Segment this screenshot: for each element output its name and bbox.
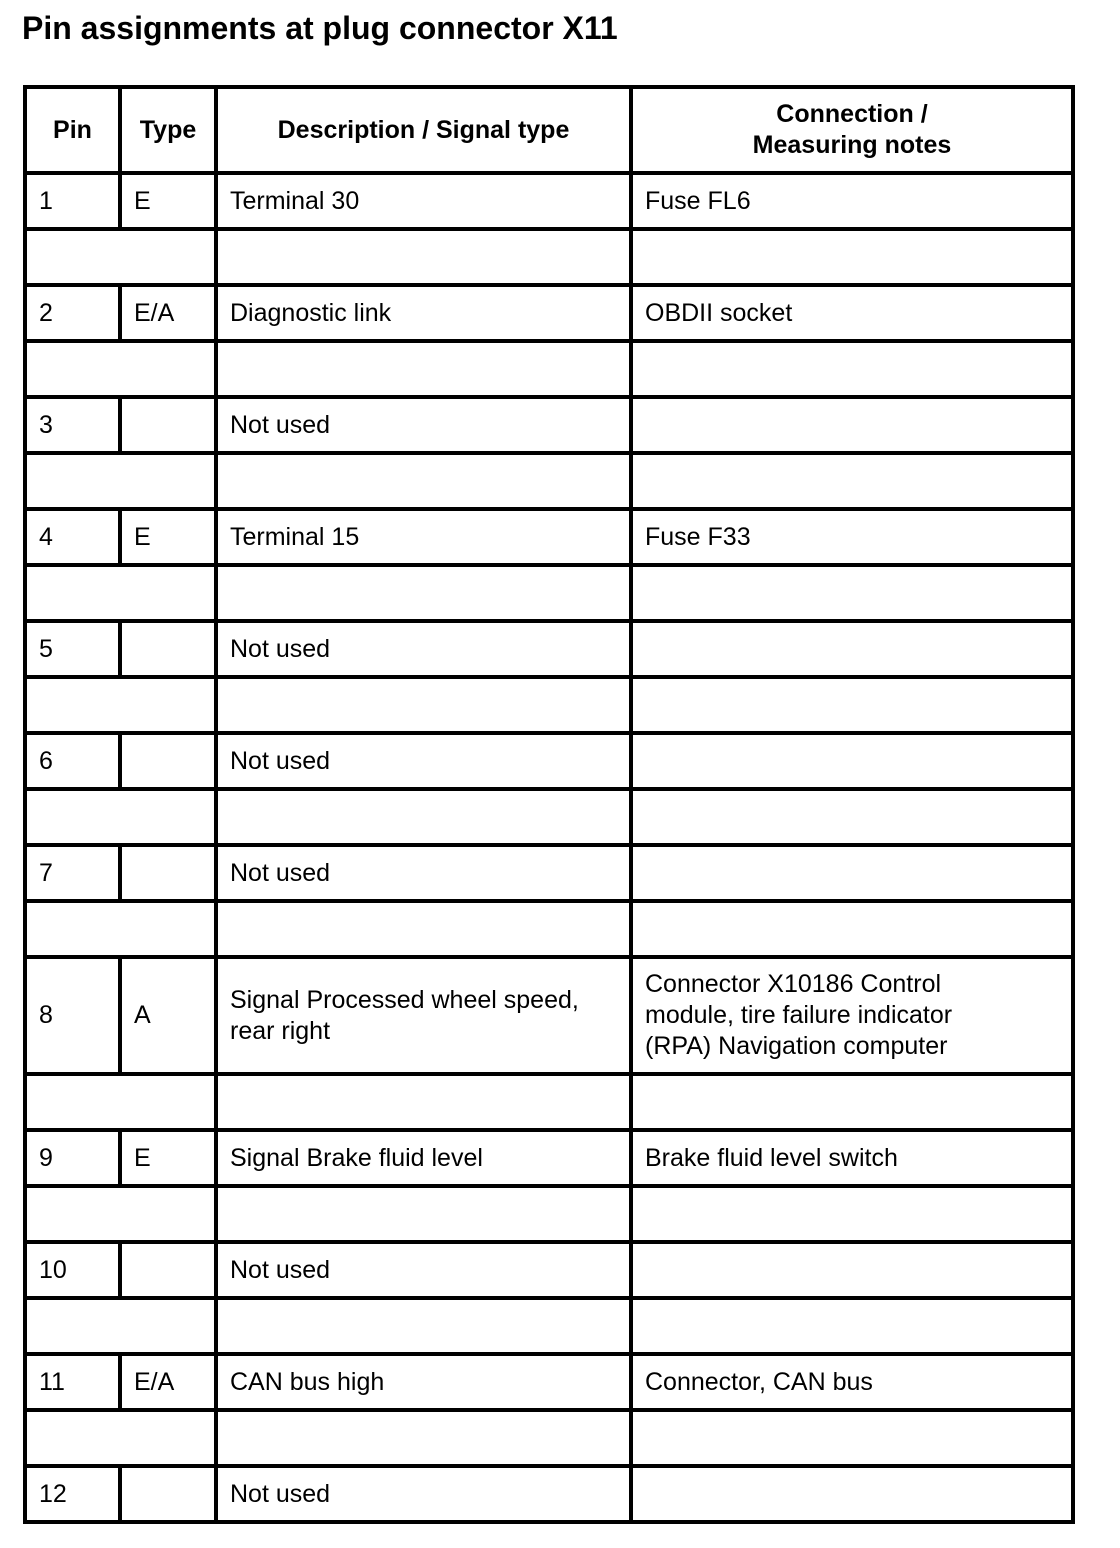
cell-connection: Connector X10186 Control module, tire failure indicator (RPA) Navigation computer xyxy=(631,957,1073,1074)
cell-pin: 8 xyxy=(25,957,120,1074)
cell-connection xyxy=(631,1242,1073,1298)
spacer-cell xyxy=(631,565,1073,621)
table-row xyxy=(25,1130,1073,1186)
table-row xyxy=(25,1466,1073,1522)
spacer-row xyxy=(25,789,1073,845)
spacer-cell xyxy=(25,1186,216,1242)
spacer-row xyxy=(25,901,1073,957)
cell-type xyxy=(120,733,216,789)
page-title: Pin assignments at plug connector X11 xyxy=(22,10,618,46)
table-row xyxy=(25,397,1073,453)
cell-description: Not used xyxy=(216,1466,631,1522)
spacer-cell xyxy=(25,453,216,509)
spacer-cell xyxy=(25,789,216,845)
cell-description: Not used xyxy=(216,845,631,901)
table-row xyxy=(25,285,1073,341)
spacer-cell xyxy=(216,901,631,957)
cell-pin: 11 xyxy=(25,1354,120,1410)
cell-type: E xyxy=(120,173,216,229)
spacer-cell xyxy=(216,677,631,733)
spacer-cell xyxy=(25,565,216,621)
spacer-cell xyxy=(216,789,631,845)
cell-connection xyxy=(631,733,1073,789)
column-header-pin: Pin xyxy=(25,87,120,173)
spacer-row xyxy=(25,1074,1073,1130)
spacer-cell xyxy=(631,901,1073,957)
cell-description: Signal Brake fluid level xyxy=(216,1130,631,1186)
cell-pin: 5 xyxy=(25,621,120,677)
cell-connection xyxy=(631,845,1073,901)
cell-pin: 3 xyxy=(25,397,120,453)
table-row xyxy=(25,1354,1073,1410)
cell-type xyxy=(120,1242,216,1298)
cell-description: Signal Processed wheel speed, rear right xyxy=(216,957,631,1074)
cell-description: Terminal 30 xyxy=(216,173,631,229)
spacer-cell xyxy=(631,1186,1073,1242)
cell-connection xyxy=(631,1466,1073,1522)
spacer-cell xyxy=(631,1298,1073,1354)
spacer-cell xyxy=(25,229,216,285)
cell-connection: Fuse F33 xyxy=(631,509,1073,565)
table-row xyxy=(25,509,1073,565)
spacer-cell xyxy=(25,341,216,397)
spacer-cell xyxy=(216,1074,631,1130)
spacer-cell xyxy=(631,677,1073,733)
cell-description: Diagnostic link xyxy=(216,285,631,341)
table-row xyxy=(25,845,1073,901)
pin-assignment-table xyxy=(23,85,1075,1524)
cell-connection xyxy=(631,397,1073,453)
cell-type xyxy=(120,621,216,677)
cell-pin: 2 xyxy=(25,285,120,341)
column-header-connection: Connection / Measuring notes xyxy=(631,87,1073,173)
cell-description: Not used xyxy=(216,1242,631,1298)
cell-pin: 12 xyxy=(25,1466,120,1522)
cell-description: Terminal 15 xyxy=(216,509,631,565)
spacer-cell xyxy=(631,229,1073,285)
spacer-row xyxy=(25,229,1073,285)
spacer-row xyxy=(25,1410,1073,1466)
spacer-cell xyxy=(631,453,1073,509)
cell-pin: 9 xyxy=(25,1130,120,1186)
spacer-cell xyxy=(25,1298,216,1354)
spacer-cell xyxy=(25,1074,216,1130)
cell-description: Not used xyxy=(216,397,631,453)
cell-type: E xyxy=(120,1130,216,1186)
spacer-cell xyxy=(631,1074,1073,1130)
table-row xyxy=(25,621,1073,677)
spacer-cell xyxy=(216,341,631,397)
cell-connection: Brake fluid level switch xyxy=(631,1130,1073,1186)
spacer-row xyxy=(25,341,1073,397)
cell-type: E xyxy=(120,509,216,565)
column-header-description: Description / Signal type xyxy=(216,87,631,173)
table-header-row xyxy=(25,87,1073,173)
spacer-row xyxy=(25,1186,1073,1242)
cell-connection: Connector, CAN bus xyxy=(631,1354,1073,1410)
table-row xyxy=(25,1242,1073,1298)
cell-description: Not used xyxy=(216,621,631,677)
cell-connection: Fuse FL6 xyxy=(631,173,1073,229)
cell-type xyxy=(120,397,216,453)
table-row xyxy=(25,733,1073,789)
spacer-cell xyxy=(631,341,1073,397)
cell-description: CAN bus high xyxy=(216,1354,631,1410)
spacer-cell xyxy=(216,229,631,285)
table-row xyxy=(25,957,1073,1074)
table-row xyxy=(25,173,1073,229)
spacer-cell xyxy=(216,1410,631,1466)
cell-type: E/A xyxy=(120,285,216,341)
cell-pin: 6 xyxy=(25,733,120,789)
cell-pin: 1 xyxy=(25,173,120,229)
table-body xyxy=(25,173,1073,1522)
spacer-row xyxy=(25,1298,1073,1354)
spacer-cell xyxy=(216,1298,631,1354)
spacer-cell xyxy=(631,789,1073,845)
spacer-cell xyxy=(216,1186,631,1242)
cell-pin: 4 xyxy=(25,509,120,565)
spacer-cell xyxy=(25,901,216,957)
spacer-cell xyxy=(216,565,631,621)
cell-type: E/A xyxy=(120,1354,216,1410)
spacer-cell xyxy=(25,677,216,733)
spacer-row xyxy=(25,565,1073,621)
spacer-cell xyxy=(25,1410,216,1466)
cell-description: Not used xyxy=(216,733,631,789)
spacer-row xyxy=(25,453,1073,509)
spacer-cell xyxy=(216,453,631,509)
spacer-cell xyxy=(631,1410,1073,1466)
cell-type xyxy=(120,845,216,901)
spacer-row xyxy=(25,677,1073,733)
cell-type xyxy=(120,1466,216,1522)
cell-pin: 10 xyxy=(25,1242,120,1298)
cell-pin: 7 xyxy=(25,845,120,901)
cell-connection: OBDII socket xyxy=(631,285,1073,341)
cell-connection xyxy=(631,621,1073,677)
column-header-type: Type xyxy=(120,87,216,173)
cell-type: A xyxy=(120,957,216,1074)
